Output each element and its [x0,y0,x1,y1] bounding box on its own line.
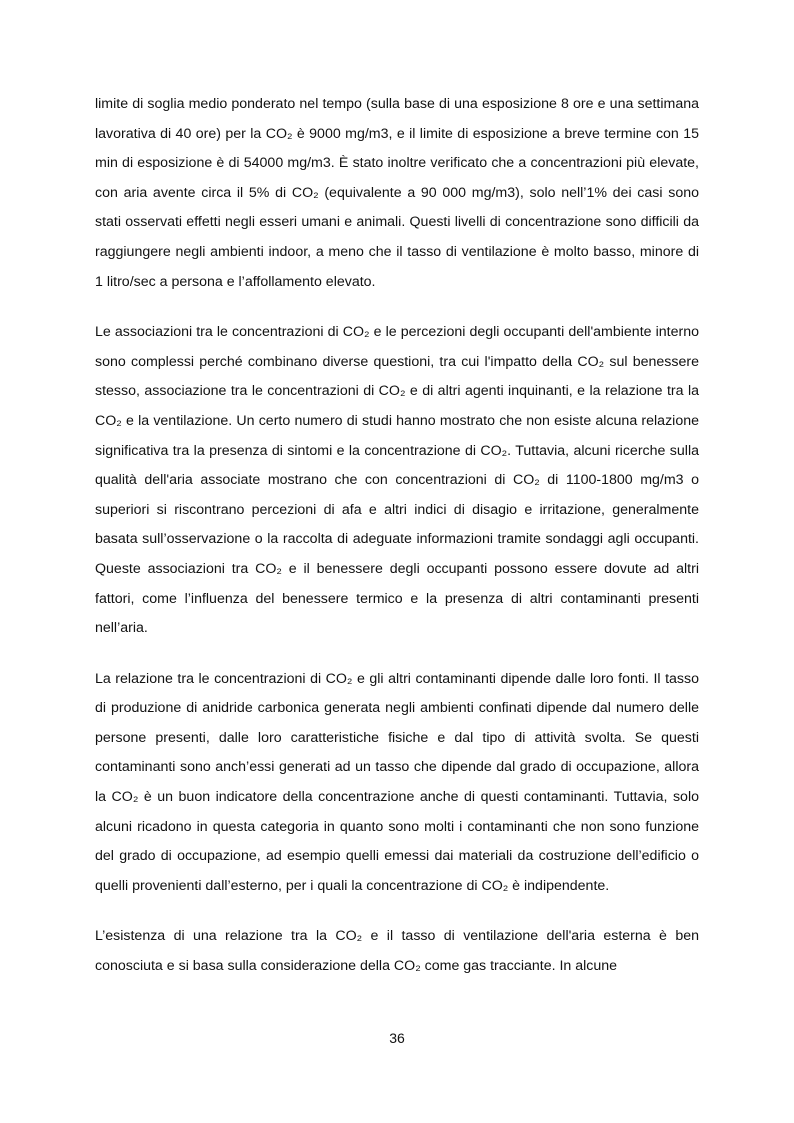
paragraph: L’esistenza di una relazione tra la CO₂ e il tasso di ventilazione dell'aria esterna è ben conosciuta e si basa sulla considerazione della CO₂ come gas tracciante. In alcune [95,928,699,975]
paragraph-gap [95,297,699,318]
body-text [95,90,699,982]
paragraph: limite di soglia medio ponderato nel tempo (sulla base di una esposizione 8 ore e una settimana lavorativa di 40 ore) per la CO₂ è 9000 mg/m3, e il limite di esposizione a breve termine con 15 min di esposizione è di 54000 mg/m3. È stato inoltre verificato che a concentrazioni più elevate, con aria avente circa il 5% di CO₂ (equivalente a 90 000 mg/m3), solo nell’1% dei casi sono stati osservati effetti negli esseri umani e animali. Questi livelli di concentrazione sono difficili da raggiungere negli ambienti indoor, a meno che il tasso di ventilazione è molto basso, minore di 1 litro/sec a persona e l’affollamento elevato. [95,96,699,290]
paragraph-gap [95,901,699,922]
paragraph: La relazione tra le concentrazioni di CO₂ e gli altri contaminanti dipende dalle loro fonti. Il tasso di produzione di anidride carbonica generata negli ambienti confinati dipende dal numero delle persone presenti, dalle loro caratteristiche fisiche e dal tipo di attività svolta. Se questi contaminanti sono anch’essi generati ad un tasso che dipende dal grado di occupazione, allora la CO₂ è un buon indicatore della concentrazione anche di questi contaminanti. Tuttavia, solo alcuni ricadono in questa categoria in quanto sono molti i contaminanti che non sono funzione del grado di occupazione, ad esempio quelli emessi dai materiali da costruzione dell’edificio o quelli provenienti dall’esterno, per i quali la concentrazione di CO₂ è indipendente. [95,670,699,894]
paragraph-gap [95,644,699,665]
paragraph: Le associazioni tra le concentrazioni di CO₂ e le percezioni degli occupanti dell'ambiente interno sono complessi perché combinano diverse questioni, tra cui l'impatto della CO₂ sul benessere stesso, associazione tra le concentrazioni di CO₂ e di altri agenti inquinanti, e la relazione tra la CO₂ e la ventilazione. Un certo numero di studi hanno mostrato che non esiste alcuna relazione significativa tra la presenza di sintomi e la concentrazione di CO₂. Tuttavia, alcuni ricerche sulla qualità dell'aria associate mostrano che con concentrazioni di CO₂ di 1100-1800 mg/m3 o superiori si riscontrano percezioni di afa e altri indici di disagio e irritazione, generalmente basata sull’osservazione o la raccolta di adeguate informazioni tramite sondaggi agli occupanti. Queste associazioni tra CO₂ e il benessere degli occupanti possono essere dovute ad altri fattori, come l’influenza del benessere termico e la presenza di altri contaminanti presenti nell’aria. [95,324,699,637]
page-number: 36 [389,1030,405,1046]
